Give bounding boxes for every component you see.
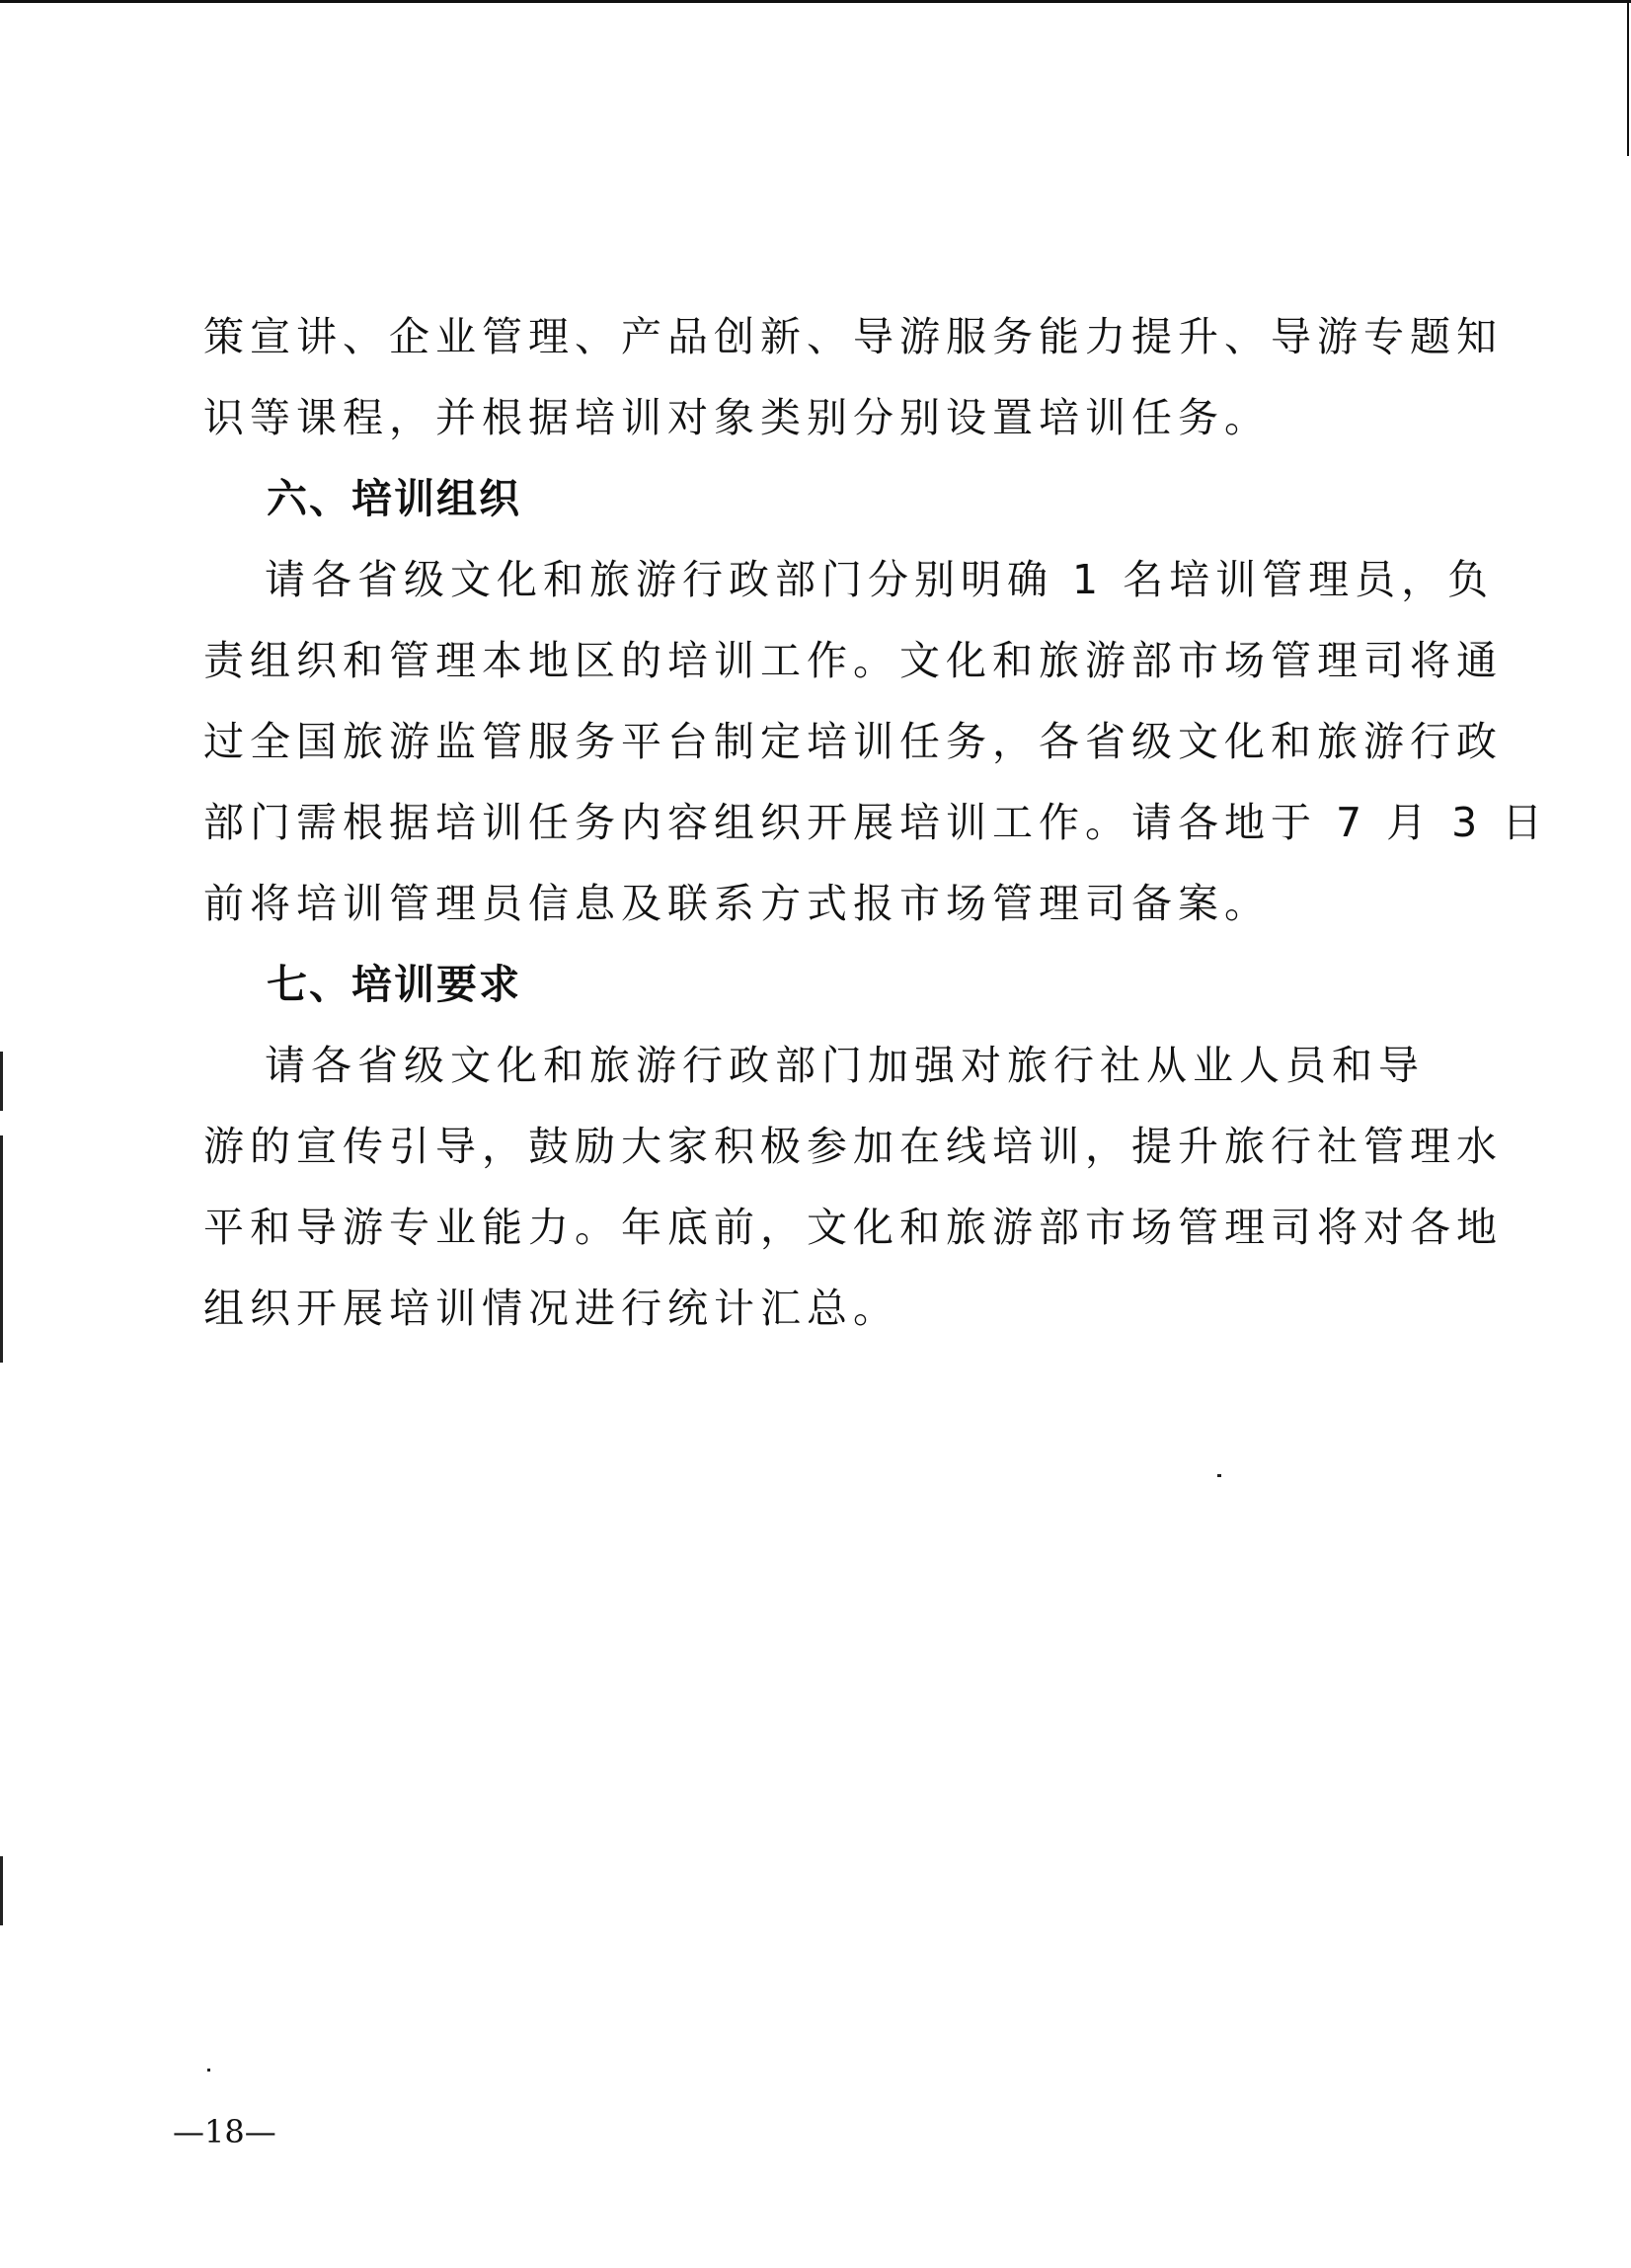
body-line: 策宣讲、企业管理、产品创新、导游服务能力提升、导游专题知	[203, 313, 1503, 360]
document-body	[203, 296, 1549, 1349]
scan-edge-left	[0, 1052, 3, 1111]
scan-edge-left	[0, 1323, 3, 1345]
body-line: 责组织和管理本地区的培训工作。文化和旅游部市场管理司将通	[203, 637, 1503, 684]
scan-speck	[1217, 1474, 1221, 1477]
section-heading: 七、培训要求	[267, 961, 521, 1008]
section-heading: 六、培训组织	[267, 475, 521, 522]
scan-edge-right	[1627, 0, 1629, 156]
body-line: 识等课程，并根据培训对象类别分别设置培训任务。	[203, 394, 1271, 441]
body-line: 平和导游专业能力。年底前，文化和旅游部市场管理司将对各地	[203, 1204, 1503, 1251]
body-line: 组织开展培训情况进行统计汇总。	[203, 1285, 899, 1332]
body-line: 游的宣传引导，鼓励大家积极参加在线培训，提升旅行社管理水	[203, 1123, 1503, 1170]
body-line: 前将培训管理员信息及联系方式报市场管理司备案。	[203, 880, 1271, 927]
body-line: 请各省级文化和旅游行政部门加强对旅行社从业人员和导	[265, 1042, 1425, 1089]
scan-speck	[207, 2069, 210, 2072]
page-number: —18—	[173, 2113, 276, 2151]
body-line: 过全国旅游监管服务平台制定培训任务，各省级文化和旅游行政	[203, 718, 1503, 765]
body-line: 请各省级文化和旅游行政部门分别明确 1 名培训管理员，负	[265, 556, 1495, 603]
scan-edge-top	[0, 0, 1631, 3]
body-line: 部门需根据培训任务内容组织开展培训工作。请各地于 7 月 3 日	[203, 799, 1549, 846]
scan-edge-left	[0, 1856, 3, 1925]
